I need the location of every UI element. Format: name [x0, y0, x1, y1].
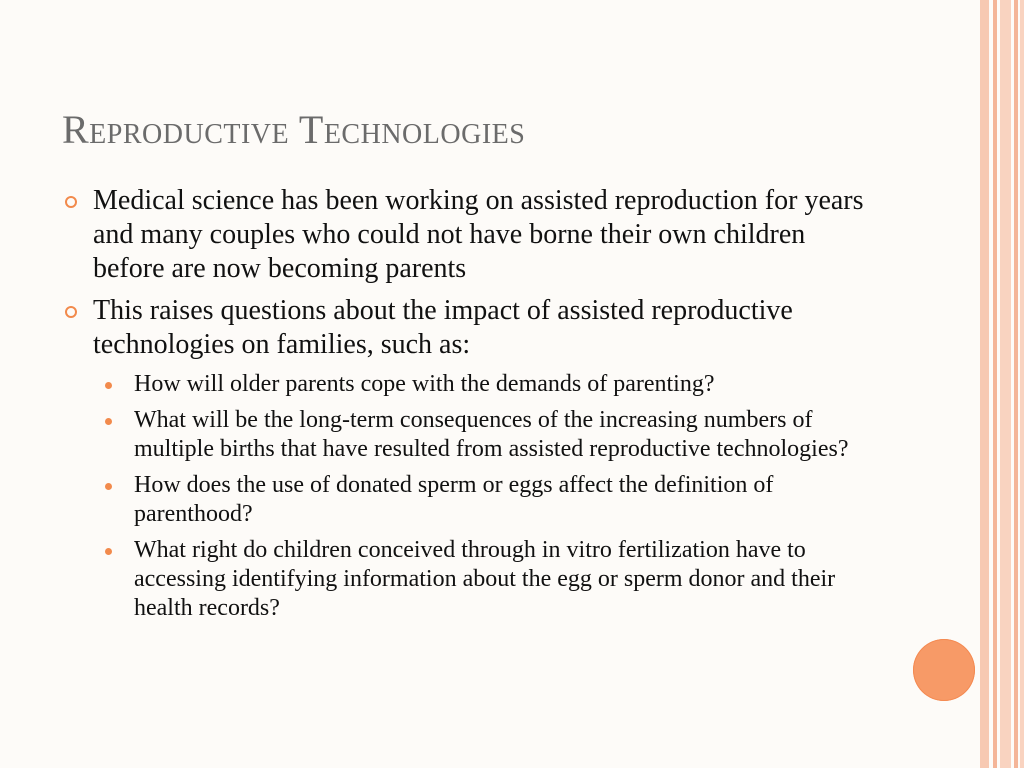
- dot-bullet-icon: [105, 418, 112, 425]
- slide-title: Reproductive Technologies: [62, 107, 526, 152]
- orange-circle-decoration: [913, 639, 975, 701]
- sub-bullet-text: How does the use of donated sperm or eggs affect the definition of parenthood?: [134, 472, 774, 527]
- ring-bullet-icon: [65, 306, 77, 318]
- bullet-item: [62, 294, 882, 362]
- sub-bullet-item: [103, 406, 882, 464]
- sub-bullet-list: [103, 370, 882, 623]
- sub-bullet-item: [103, 471, 882, 529]
- sub-bullet-text: How will older parents cope with the demands of parenting?: [134, 371, 715, 397]
- dot-bullet-icon: [105, 548, 112, 555]
- sub-bullet-item: [103, 370, 882, 399]
- decorative-stripe: [993, 0, 997, 768]
- ring-bullet-icon: [65, 196, 77, 208]
- dot-bullet-icon: [105, 483, 112, 490]
- sub-bullet-item: [103, 536, 882, 623]
- bullet-text: Medical science has been working on assisted reproduction for years and many couples who could not have borne their own children before are now becoming parents: [93, 185, 864, 284]
- sub-bullet-text: What will be the long-term consequences of the increasing numbers of multiple births that have resulted from assisted reproductive technologies?: [134, 407, 849, 462]
- bullet-item: [62, 184, 882, 286]
- sub-bullet-text: What right do children conceived through in vitro fertilization have to accessing identifying information about the egg or sperm donor and their health records?: [134, 537, 836, 621]
- bullet-text: This raises questions about the impact of assisted reproductive technologies on families, such as:: [93, 295, 793, 360]
- decorative-stripe: [1000, 0, 1011, 768]
- decorative-stripe: [1014, 0, 1018, 768]
- decorative-stripe: [1020, 0, 1024, 768]
- decorative-stripe: [980, 0, 989, 768]
- slide-content: [62, 184, 882, 630]
- dot-bullet-icon: [105, 382, 112, 389]
